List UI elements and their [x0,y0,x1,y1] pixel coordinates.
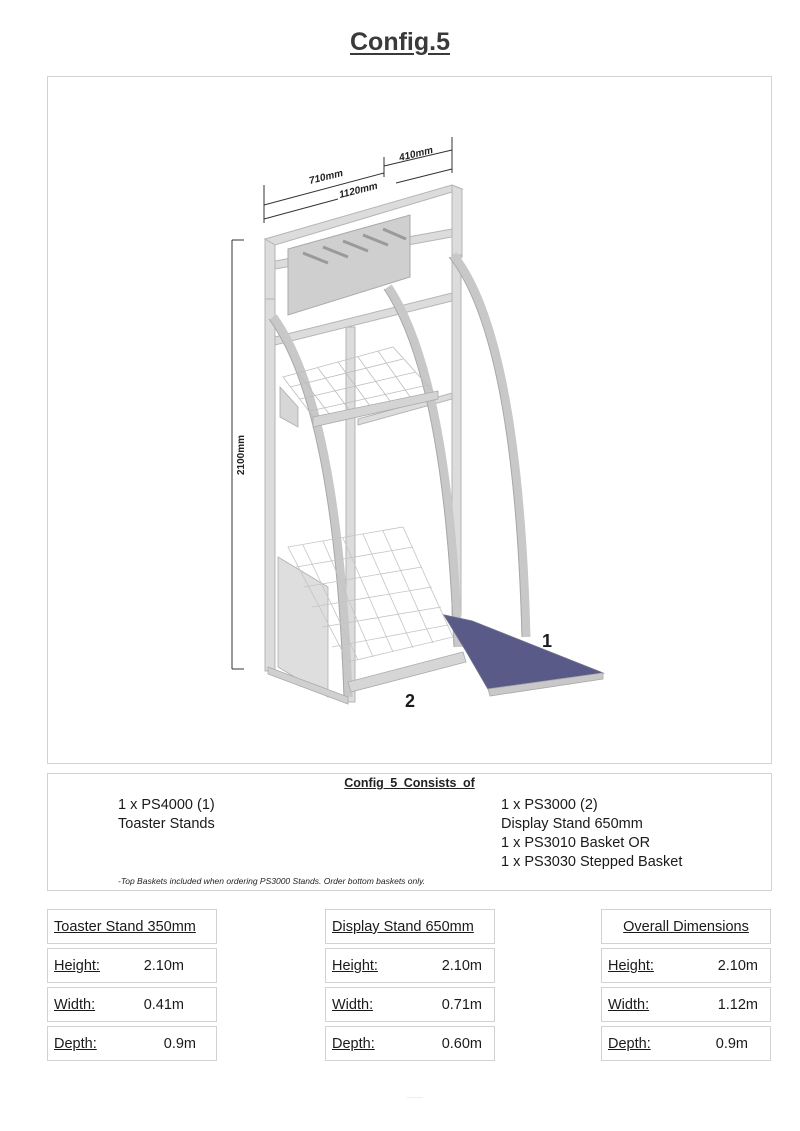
display-stand-illustration [48,77,773,765]
spec-value: 0.41m [143,997,184,1013]
spec-value: 2.10m [717,958,758,974]
toaster-stand-height-row [47,948,217,983]
dimension-710mm: 710mm [308,167,345,187]
spec-label: Width: [608,997,650,1013]
overall-depth-row [601,1026,771,1061]
consists-left-line: 1 x PS4000 (1) [118,797,215,813]
toaster-stand-spec-header [47,909,217,944]
consists-left-line: Toaster Stands [118,816,215,832]
consists-right-line: 1 x PS3000 (2) [501,797,598,813]
callout-1-toaster-stand: 1 [542,631,553,651]
overall-dimensions-spec-header [601,909,771,944]
consists-right-line: 1 x PS3030 Stepped Basket [501,854,683,870]
overall-width-row [601,987,771,1022]
spec-label: Depth: [332,1036,375,1052]
consists-left-column [118,796,215,834]
bottom-stepped-basket [268,527,466,704]
spec-label: Width: [54,997,96,1013]
spec-value: 0.60m [441,1036,482,1052]
consists-right-column [501,796,682,872]
toaster-stand-width-row [47,987,217,1022]
configuration-contents-box [47,773,772,891]
product-illustration-frame [47,76,772,764]
spec-value: 0.71m [441,997,482,1013]
spec-label: Width: [332,997,374,1013]
spec-label: Height: [608,958,654,974]
spec-label: Height: [332,958,378,974]
toaster-stand-depth-row [47,1026,217,1061]
spec-value: 0.9m [163,1036,196,1052]
consists-title: Config 5 Consists of [344,776,475,790]
callout-2-display-stand: 2 [405,691,416,711]
display-stand-width-row [325,987,495,1022]
spec-value: 2.10m [143,958,184,974]
display-stand-height-row [325,948,495,983]
dimension-410mm: 410mm [398,144,435,164]
spec-value: 1.12m [717,997,758,1013]
dimension-2100mm: 2100mm [236,434,247,476]
display-stand-spec-header [325,909,495,944]
footer-mark [407,1097,423,1098]
spec-label: Height: [54,958,100,974]
spec-label: Depth: [54,1036,97,1052]
consists-right-line: 1 x PS3010 Basket OR [501,835,651,851]
spec-header-label: Display Stand 650mm [332,919,474,935]
spec-value: 2.10m [441,958,482,974]
overall-height-row [601,948,771,983]
spec-header-label: Overall Dimensions [623,919,749,935]
ordering-note: -Top Baskets included when ordering PS3000 Stands. Order bottom baskets only. [118,876,426,886]
display-stand-depth-row [325,1026,495,1061]
spec-value: 0.9m [715,1036,748,1052]
dimension-1120mm: 1120mm [338,180,379,201]
consists-right-line: Display Stand 650mm [501,816,643,832]
spec-header-label: Toaster Stand 350mm [54,919,196,935]
page-title: Config.5 [350,28,450,56]
spec-label: Depth: [608,1036,651,1052]
